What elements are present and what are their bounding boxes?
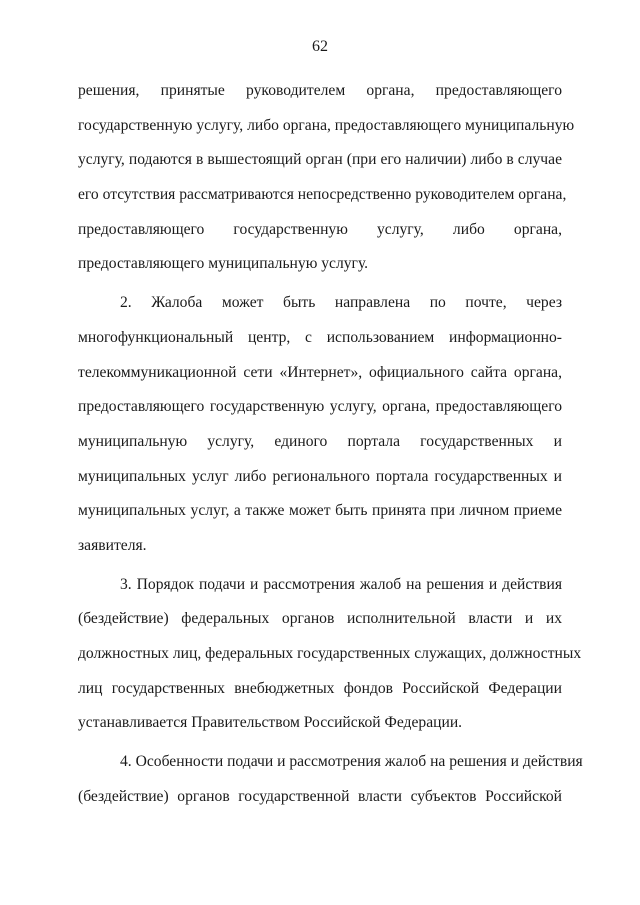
text-line: услугу, подаются в вышестоящий орган (при его наличии) либо в случае [78,151,562,169]
text-line: телекоммуникационной сети «Интернет», официального сайта органа, [78,363,562,381]
text-line: муниципальную услугу, единого портала государственных и [78,432,562,450]
text-line: 3. Порядок подачи и рассмотрения жалоб на решения и действия [120,575,562,593]
text-line: государственную услугу, либо органа, предоставляющего муниципальную [78,116,575,134]
text-line: лиц государственных внебюджетных фондов Российской Федерации [78,679,562,697]
text-line: 2. Жалоба может быть направлена по почте, через [120,294,562,312]
page-number: 62 [312,38,328,55]
text-line: (бездействие) органов государственной власти субъектов Российской [78,787,562,805]
text-line: должностных лиц, федеральных государственных служащих, должностных [78,645,582,662]
text-line: его отсутствия рассматриваются непосредственно руководителем органа, [78,186,567,204]
text-line: муниципальных услуг либо регионального портала государственных и [78,467,562,485]
paragraph-4 [78,745,583,814]
paragraph-1 [78,74,575,282]
text-line: заявителя. [78,536,147,554]
text-line: многофункциональный центр, с использованием информационно- [78,328,562,346]
text-line: (бездействие) федеральных органов исполнительной власти и их [78,610,562,628]
text-line: предоставляющего государственную услугу, либо органа, [78,220,562,238]
text-line: предоставляющего государственную услугу, органа, предоставляющего [78,398,562,416]
paragraph-3 [78,568,582,741]
paragraph-2 [78,286,562,564]
text-line: 4. Особенности подачи и рассмотрения жалоб на решения и действия [120,753,583,771]
text-line: муниципальных услуг, а также может быть принята при личном приеме [78,502,562,520]
text-line: предоставляющего муниципальную услугу. [78,255,369,273]
text-line: решения, принятые руководителем органа, предоставляющего [78,82,562,99]
text-line: устанавливается Правительством Российской Федерации. [78,714,463,732]
document-body [78,74,583,814]
